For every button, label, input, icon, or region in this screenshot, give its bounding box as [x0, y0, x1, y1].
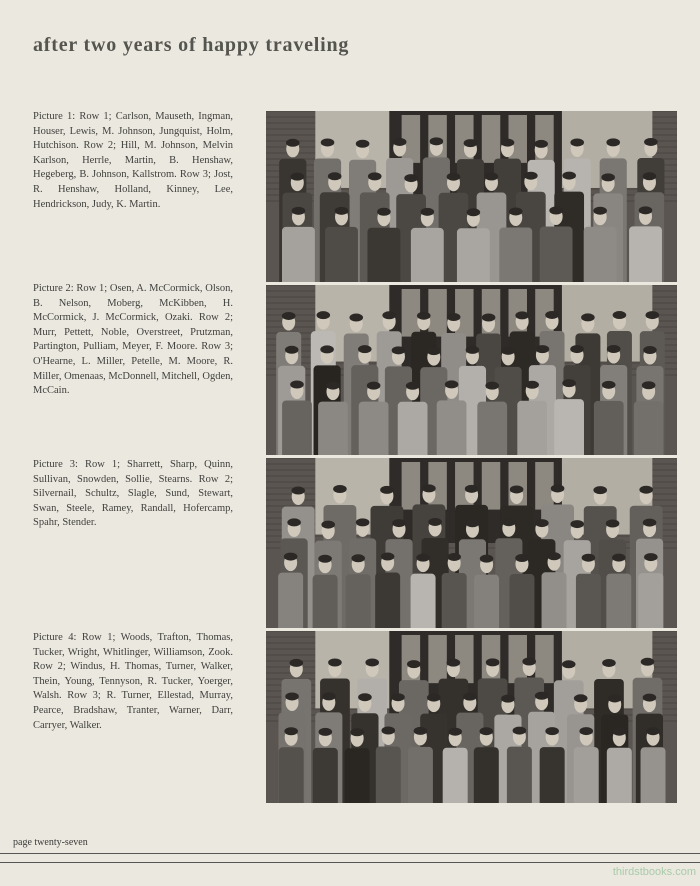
picture-3-caption: Picture 3: Row 1; Sharrett, Sharp, Quinn, Sullivan, Snowden, Sollie, Stearns. Row 2; Silvernail, Schultz, Slagle, Sund, Stewart, Swan, Steele, Ramey, Randall, Hofercamp, Spahr, Stender.: [33, 459, 233, 529]
divider-line: [0, 853, 700, 854]
watermark: thirdstbooks.com: [612, 866, 696, 878]
page-heading: after two years of happy traveling: [33, 34, 350, 56]
divider-line: [0, 862, 700, 863]
picture-4-caption: Picture 4: Row 1; Woods, Trafton, Thomas, Tucker, Wright, Whitlinger, Williamson, Zook. Row 2; Windus, H. Thomas, Turner, Walker, Thein, Young, Tennyson, R. Tucker, Yoerger, Walsh. Row 3; R. Turner, Ellestad, Murray, Pearce, Bradshaw, Tranter, Warner, Darr, Carryer, Walker.: [33, 632, 233, 731]
group-photo-4: [266, 631, 677, 803]
picture-1-caption: Picture 1: Row 1; Carlson, Mauseth, Ingman, Houser, Lewis, M. Johnson, Jungquist, Holm, Hutchison. Row 2; Hill, M. Johnson, Melvin Karlson, Herrle, Martin, B. Henshaw, Hegeberg, B. Johnson, Kallstrom. Row 3; Jost, R. Henshaw, Holland, Kinney, Lee, Hendrickson, Judy, K. Martin.: [33, 111, 233, 210]
picture-2-caption: Picture 2: Row 1; Osen, A. McCormick, Olson, B. Nelson, Moberg, McKibben, H. McCormick, J. McCormick, Ozaki. Row 2; Murr, Pettett, Noble, Overstreet, Prutzman, Partington, Pulliam, Meyer, F. Moore. Row 3; O'Hearne, L. Miller, Petelle, M. Moore, R. Miller, Omenaas, McDonnell, Mitchell, Ogden, McCain.: [33, 283, 233, 397]
group-photo-2: [266, 285, 677, 455]
group-photo-1: [266, 111, 677, 282]
page-number: page twenty-seven: [13, 837, 88, 848]
group-photo-3: [266, 458, 677, 628]
